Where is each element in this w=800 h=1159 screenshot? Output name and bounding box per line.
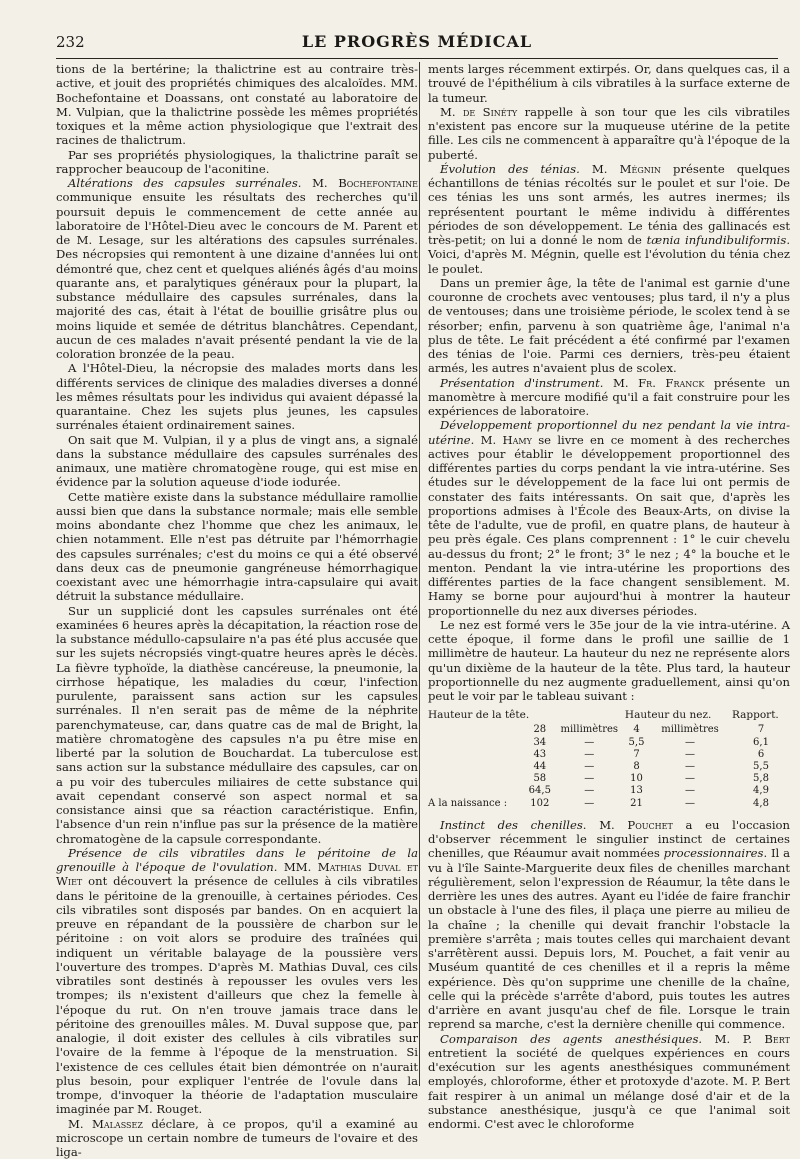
table-row — [428, 785, 790, 797]
paragraph-text: communique ensuite les résultats des recherches qu'il poursuit depuis le commencement de cette année au laboratoire de l'Hôtel-Dieu avec le concours de M. Parent et de M. Lesage, sur les altérations des capsules surrénales. Des nécropsies qui remontent à une dizaine d'années lui ont démontré que, chez cent et quelques aliénés âgés d'au moins quarante ans, et paralytiques généraux pour la plupart, la substance médullaire des capsules surrénales, dans la majorité des cas, était à l'état de bouillie grisâtre plus ou moins liquide et semée de détritus blanchâtres. Cependant, aucun de ces malades n'avait présenté pendant la vie de la coloration bronzée de la peau. — [56, 190, 418, 361]
table-cell — [428, 749, 526, 761]
paragraph: tions de la bertérine; la thalictrine est au contraire très-active, et jouit des propriétés chimiques des alcaloïdes. MM. Bochefontaine et Doassans, ont constaté au laboratoire de M. Vulpian, que la thalictrine possède les mêmes propriétés toxiques et la même action physiologique que l'extrait des racines de thalictrum. — [56, 62, 418, 148]
table-cell: — — [554, 737, 625, 749]
paragraph — [56, 846, 418, 1117]
page-header — [56, 32, 778, 52]
paragraph — [56, 1117, 418, 1159]
table-cell: 8 — [625, 761, 648, 773]
table-cell — [428, 761, 526, 773]
header-rule — [56, 58, 778, 59]
table-header: Hauteur de la tête. — [428, 709, 625, 724]
section-heading: Instinct des chenilles. — [440, 818, 587, 832]
paragraph-text: . Voici, d'après M. Mégnin, quelle est l'évolution du ténia chez le poulet. — [428, 233, 790, 276]
table-cell: — — [554, 749, 625, 761]
paragraph: On sait que M. Vulpian, il y a plus de vingt ans, a signalé dans la substance médullaire des capsules surrénales des animaux, une matière chromatogène rouge, qui est mise en évidence par la solution aqueuse d'iode iodurée. — [56, 433, 418, 490]
paragraph — [428, 418, 790, 618]
table-cell: 21 — [625, 798, 648, 810]
table-cell: — — [554, 761, 625, 773]
paragraph-text: entretient la société de quelques expériences en cours d'exécution sur les agents anesthésiques communément employés, chloroforme, éther et protoxyde d'azote. M. P. Bert fait respirer à un animal un mélange dosé d'air et de la substance anesthésique, jusqu'à ce que l'animal soit endormi. C'est avec le chloroforme — [428, 1046, 790, 1131]
author-name: M. de Sinéty — [440, 105, 517, 119]
paragraph-text: a eu l'occasion d'observer récemment le singulier instinct de certaines chenilles, que Réaumur avait nommées — [428, 818, 790, 861]
table-cell: — — [648, 785, 732, 797]
table-cell: 7 — [625, 749, 648, 761]
section-heading: Évolution des ténias. — [440, 162, 580, 176]
paragraph — [428, 376, 790, 419]
table-cell: millimètres — [554, 724, 625, 736]
table-cell: 4,8 — [732, 798, 790, 810]
table-header: Rapport. — [732, 709, 790, 724]
table-row — [428, 773, 790, 785]
table-row — [428, 761, 790, 773]
table-cell: 58 — [526, 773, 554, 785]
paragraph: Par ses propriétés physiologiques, la thalictrine paraît se rapprocher beaucoup de l'aconitine. — [56, 148, 418, 177]
running-title: LE PROGRÈS MÉDICAL — [116, 32, 718, 51]
nose-height-table — [428, 709, 790, 810]
column-divider — [419, 62, 420, 1086]
table-cell: millimètres — [648, 724, 732, 736]
author-name: M. Malassez — [68, 1117, 143, 1131]
paragraph — [428, 1032, 790, 1132]
paragraph: Le nez est formé vers le 35e jour de la vie intra-utérine. A cette époque, il forme dans le profil une saillie de 1 millimètre de hauteur. La hauteur du nez ne représente alors qu'un dixième de la hauteur de la tête. Plus tard, la hauteur proportionnelle du nez augmente graduellement, ainsi qu'on peut le voir par le tableau suivant : — [428, 618, 790, 704]
table-cell: — — [648, 749, 732, 761]
paragraph: A l'Hôtel-Dieu, la nécropsie des malades morts dans les différents services de clinique des maladies diverses a donné les mêmes résultats pour les individus qui avaient dépassé la quarantaine. Chez les sujets plus jeunes, les capsules surrénales étaient ordinairement saines. — [56, 361, 418, 432]
table-cell: — — [554, 798, 625, 810]
paragraph-text: présente un manomètre à mercure modifié qu'il a fait construire pour les expériences de laboratoire. — [428, 376, 790, 419]
table-cell: 44 — [526, 761, 554, 773]
table-cell: 4,9 — [732, 785, 790, 797]
paragraph: Cette matière existe dans la substance médullaire ramollie aussi bien que dans la substance normale; mais elle semble moins abondante chez l'homme que chez les animaux, le chien notamment. Elle n'est pas détruite par l'hémorrhagie des capsules surrénales; c'est du moins ce qui a été observé dans deux cas de pneumonie gangréneuse hémorrhagique coexistant avec une hémorrhagie intra-capsulaire qui avait détruit la substance médullaire. — [56, 490, 418, 604]
table-row — [428, 724, 790, 736]
table-cell: 13 — [625, 785, 648, 797]
section-heading: Comparaison des agents anesthésiques. — [440, 1032, 702, 1046]
table-cell: — — [648, 773, 732, 785]
table-row — [428, 749, 790, 761]
table-cell: 43 — [526, 749, 554, 761]
paragraph — [428, 105, 790, 162]
table-row — [428, 737, 790, 749]
table-cell — [428, 724, 526, 736]
table-cell — [428, 737, 526, 749]
section-heading: Présentation d'instrument. — [440, 376, 603, 390]
term-italic: processionnaires — [664, 846, 764, 860]
table-cell: 7 — [732, 724, 790, 736]
author-name: M. Fr. Franck — [613, 376, 704, 390]
table-cell: 10 — [625, 773, 648, 785]
paragraph — [56, 176, 418, 361]
paragraph-text: présente quelques échantillons de ténias récoltés sur le poulet et sur l'oie. De ces ténias les uns sont armés, les autres inermes; ils représentent pourtant le même individu à différentes périodes de son développement. Le ténia des gallinacés est très-petit; on lui a donné le nom de — [428, 162, 790, 247]
table-cell: — — [554, 785, 625, 797]
table-cell: — — [648, 761, 732, 773]
page-number: 232 — [56, 33, 116, 51]
author-name: MM. Mathias Duval et Wiet — [56, 860, 418, 888]
paragraph: ments larges récemment extirpés. Or, dans quelques cas, il a trouvé de l'épithélium à cils vibratiles à la surface externe de la tumeur. — [428, 62, 790, 105]
right-column — [428, 62, 790, 1131]
table-cell: 4 — [625, 724, 648, 736]
table-cell: 102 — [526, 798, 554, 810]
paragraph-text: . Il a vu à l'île Sainte-Marguerite deux files de chenilles marchant régulièrement, selon l'expression de Réaumur, la tête dans le derrière les unes des autres. Ayant eu l'idée de faire franchir un obstacle à l'une des files, il plaça une pierre au milieu de la chaîne ; la chenille qui devait franchir l'obstacle la première s'arrêta ; mais toutes celles qui marchaient devant s'arrêtèrent aussi. Depuis lors, M. Pouchet, a fait venir au Muséum quantité de ces chenilles et il a repris la même expérience. Dès qu'on supprime une chenille de la chaîne, celle qui la précède s'arrête d'abord, puis toutes les autres d'arrière en avant jusqu'au chef de file. Lorsque le train reprend sa marche, c'est la dernière chenille qui commence. — [428, 846, 790, 1031]
table-cell: — — [554, 773, 625, 785]
table-cell: 28 — [526, 724, 554, 736]
author-name: M. Pouchet — [599, 818, 673, 832]
table-cell — [428, 773, 526, 785]
author-name: M. Hamy — [481, 433, 532, 447]
table-cell: 34 — [526, 737, 554, 749]
paragraph — [428, 818, 790, 1032]
paragraph-text: ont découvert la présence de cellules à cils vibratiles dans le péritoine de la grenouille, à certaines périodes. Ces cils vibratiles sont disposés par bandes. On en acquiert la preuve en répandant de la poussière de charbon sur le péritoine : on voit alors se produire des traînées qui indiquent un véritable balayage de la poussière vers l'ouverture des trompes. D'après M. Mathias Duval, ces cils vibratiles sont destinés à repousser les ovules vers les trompes; ils n'existent d'ailleurs que chez la femelle à l'époque du rut. On n'en trouve jamais trace dans le péritoine des grenouilles mâles. M. Duval suppose que, par analogie, il doit exister des cellules à cils vibratiles sur l'ovaire de la femme à l'époque de la menstruation. Si l'existence de ces cellules était bien démontrée on n'aurait plus besoin, pour expliquer l'entrée de l'ovule dans la trompe, d'invoquer la théorie de l'adaptation musculaire imaginée par M. Rouget. — [56, 874, 418, 1116]
table-cell: 6 — [732, 749, 790, 761]
paragraph — [428, 162, 790, 276]
paragraph: Sur un supplicié dont les capsules surrénales ont été examinées 6 heures après la décapitation, la réaction rose de la substance médullo-capsulaire n'a pas été plus accusée que sur les sujets nécropsiés vingt-quatre heures après le décès. La fièvre typhoïde, la diathèse cancéreuse, la pneumonie, la cirrhose hépatique, les maladies du cœur, l'infection purulente, paraissent sans action sur les capsules surrénales. Il n'en serait pas de même de la néphrite parenchymateuse, car, dans quatre cas de mal de Bright, la matière chromatogène des capsules n'a pu être mise en liberté par la solution de Bouchardat. La tuberculose est sans action sur la substance médullaire des capsules, car on a pu voir des tubercules miliaires de cette substance qui avait cependant conservé son aspect normal et sa consistance ainsi que sa réaction caractéristique. Enfin, l'absence d'un rein n'influe pas sur la présence de la matière chromatogène de la capsule correspondante. — [56, 604, 418, 846]
table-cell: A la naissance : — [428, 798, 526, 810]
author-name: M. P. Bert — [715, 1032, 790, 1046]
species-name: tænia infundibuliformis — [647, 233, 787, 247]
table-cell — [428, 785, 526, 797]
table-cell: 5,5 — [732, 761, 790, 773]
left-column — [56, 62, 418, 1159]
table-cell: 5,8 — [732, 773, 790, 785]
author-name: M. Mégnin — [592, 162, 661, 176]
table-cell: 6,1 — [732, 737, 790, 749]
section-heading: Développement proportionnel du nez pendant la vie intra-utérine. — [428, 418, 790, 446]
paragraph: Dans un premier âge, la tête de l'animal est garnie d'une couronne de crochets avec ventouses; plus tard, il n'y a plus de ventouses; dans une troisième période, le scolex tend à se résorber; enfin, parvenu à son quatrième âge, l'animal n'a plus de tête. Le fait précédent a été confirmé par l'examen des ténias de l'oie. Parmi ces derniers, très-peu étaient armés, les autres n'avaient plus de scolex. — [428, 276, 790, 376]
table-body — [428, 724, 790, 809]
table-cell: — — [648, 737, 732, 749]
paragraph-text: déclare, à ce propos, qu'il a examiné au microscope un certain nombre de tumeurs de l'ovaire et des liga- — [56, 1117, 418, 1159]
section-heading: Altérations des capsules surrénales. — [68, 176, 301, 190]
table-cell: — — [648, 798, 732, 810]
table-row — [428, 798, 790, 810]
section-heading: Présence de cils vibratiles dans le péritoine de la grenouille à l'époque de l'ovulation. — [56, 846, 418, 874]
paragraph-text: rappelle à son tour que les cils vibratiles n'existent pas encore sur la muqueuse utérine de la petite fille. Les cils ne commencent à apparaître qu'à l'époque de la puberté. — [428, 105, 790, 162]
author-name: M. Bochefontaine — [312, 176, 418, 190]
paragraph-text: se livre en ce moment à des recherches actives pour établir le développement proportionnel des différentes parties du corps pendant la vie intra-utérine. Ses études sur le développement de la face lui ont permis de constater des faits intéressants. On sait que, d'après les proportions admises à l'École des Beaux-Arts, on divise la tête de l'adulte, vue de profil, en quatre plans, de hauteur à peu près égale. Ces plans comprennent : 1° le cuir chevelu au-dessus du front; 2° le front; 3° le nez ; 4° la bouche et le menton. Pendant la vie intra-utérine les proportions des différentes parties de la face changent sensiblement. M. Hamy se borne pour aujourd'hui à montrer la hauteur proportionnelle du nez aux diverses périodes. — [428, 433, 790, 618]
table-cell: 64,5 — [526, 785, 554, 797]
table-header: Hauteur du nez. — [625, 709, 732, 724]
table-cell: 5,5 — [625, 737, 648, 749]
